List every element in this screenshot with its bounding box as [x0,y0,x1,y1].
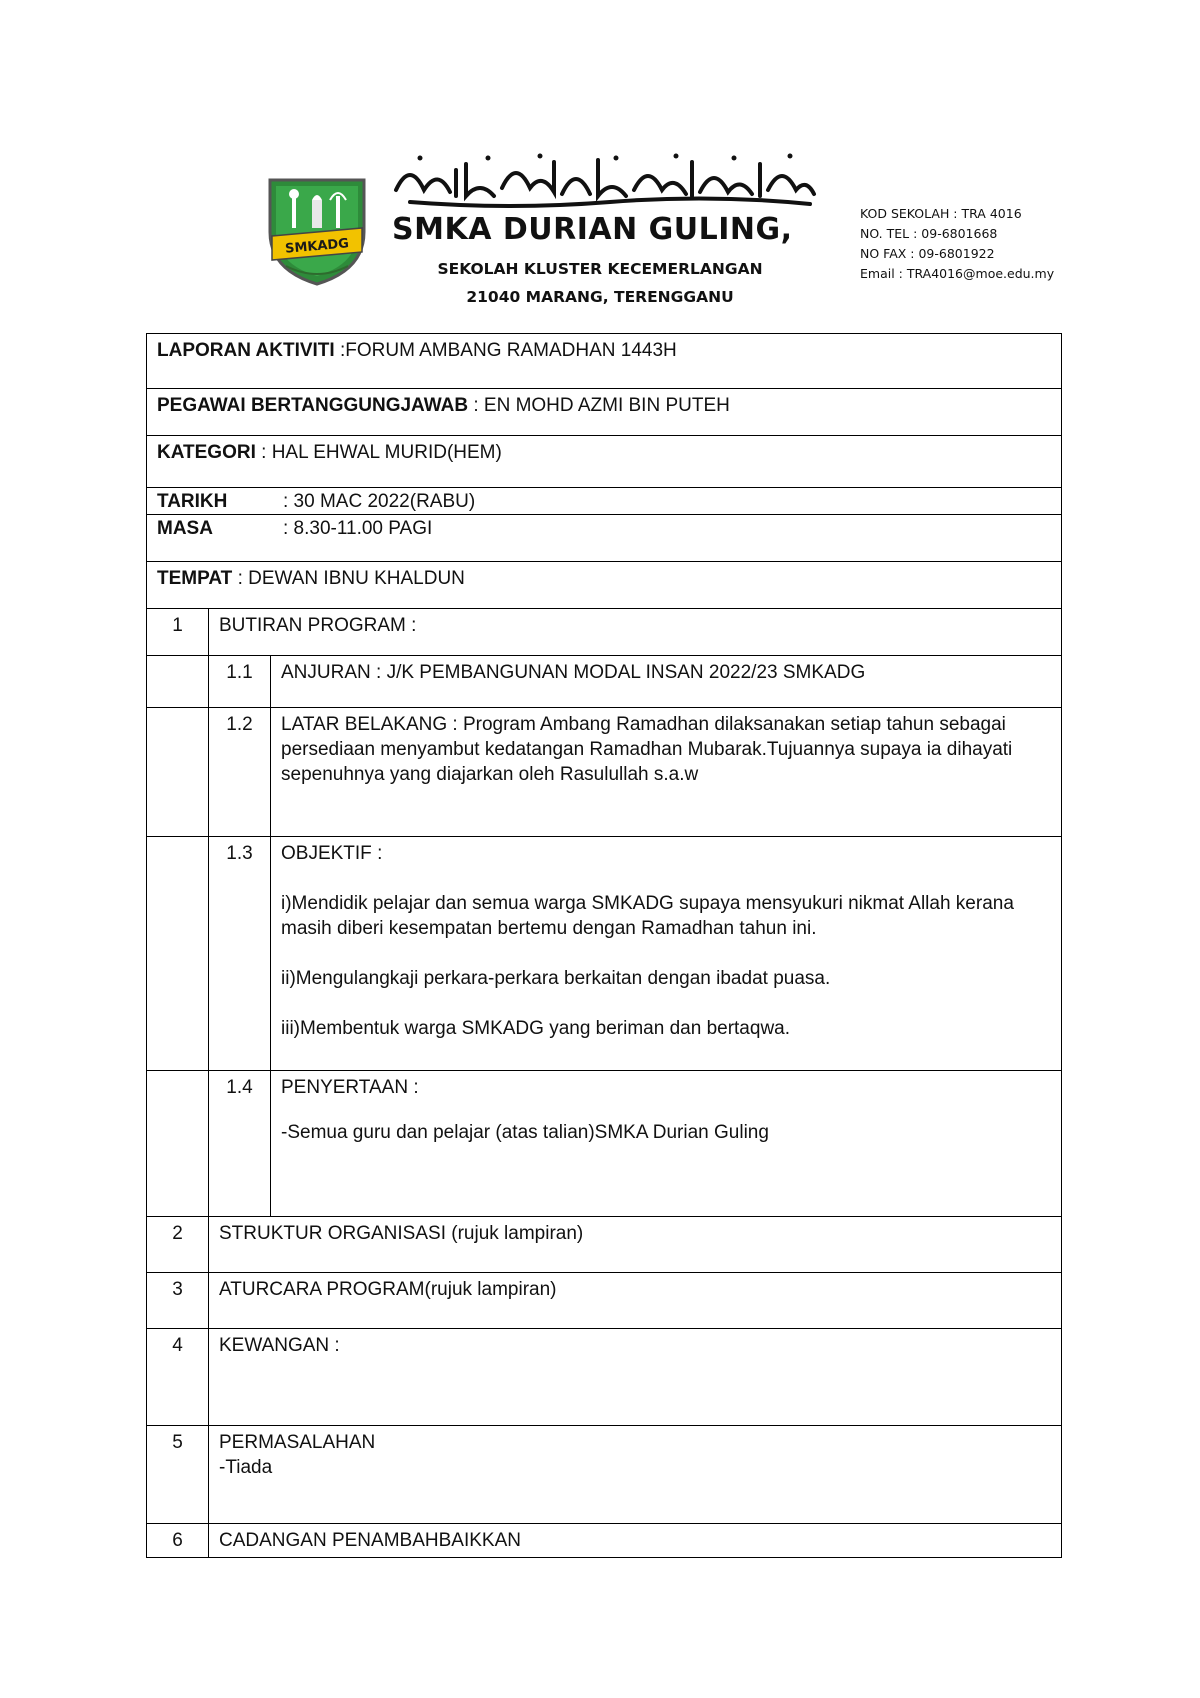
tempat-value: : DEWAN IBNU KHALDUN [232,568,465,589]
subsection-text: ANJURAN : J/K PEMBANGUNAN MODAL INSAN 2022/23 SMKADG [271,656,1062,708]
section-title: BUTIRAN PROGRAM : [209,609,1062,656]
objective-item: ii)Mengulangkaji perkara-perkara berkaitan dengan ibadat puasa. [281,968,831,989]
school-name: SMKA DURIAN GULING, [392,212,793,247]
tempat-label: TEMPAT [157,568,233,589]
pegawai-value: : EN MOHD AZMI BIN PUTEH [468,395,730,416]
section-row-6 [147,1524,1062,1558]
report-row-kategori [147,436,1062,488]
subsection-text: LATAR BELAKANG : Program Ambang Ramadhan dilaksanakan setiap tahun sebagai persediaan menyambut kedatangan Ramadhan Mubarak.Tujuannya supaya ia dihayati sepenuhnya yang diajarkan oleh Rasulullah s.a.w [271,708,1062,837]
section-row-1 [147,609,1062,656]
section-number: 1 [147,609,209,656]
kategori-value: : HAL EHWAL MURID(HEM) [255,442,502,463]
tarikh-value: : 30 MAC 2022(RABU) [283,491,476,512]
section-row-1-3 [147,837,1062,1071]
section-title: ATURCARA PROGRAM(rujuk lampiran) [209,1273,1062,1329]
section-title: KEWANGAN : [209,1329,1062,1426]
section-row-3 [147,1273,1062,1329]
section-title: STRUKTUR ORGANISASI (rujuk lampiran) [209,1217,1062,1273]
section-note: -Tiada [219,1457,273,1478]
school-address: 21040 MARANG, TERENGGANU [466,288,734,306]
section-title: PERMASALAHAN [219,1432,376,1453]
masa-value: : 8.30-11.00 PAGI [283,518,433,539]
school-code: KOD SEKOLAH : TRA 4016 [860,206,1022,221]
logo-text: SMKADG [284,236,350,257]
section-number: 5 [147,1426,209,1524]
pegawai-label: PEGAWAI BERTANGGUNGJAWAB [157,395,469,416]
subsection-number: 1.2 [209,708,271,837]
section-number: 3 [147,1273,209,1329]
subsection-number: 1.3 [209,837,271,1071]
kategori-label: KATEGORI [157,442,256,463]
section-number: 2 [147,1217,209,1273]
section-row-5 [147,1426,1062,1524]
participation-title: PENYERTAAN : [281,1077,419,1098]
activity-report-table [146,333,1062,1558]
masa-label: MASA [157,518,213,539]
section-row-1-2 [147,708,1062,837]
participation-text: -Semua guru dan pelajar (atas talian)SMKA Durian Guling [281,1122,769,1143]
objective-item: i)Mendidik pelajar dan semua warga SMKADG supaya mensyukuri nikmat Allah kerana masih diberi kesempatan bertemu dengan Ramadhan tahun ini. [281,893,1014,939]
school-crest-logo [262,170,372,288]
section-row-2 [147,1217,1062,1273]
subsection-number: 1.1 [209,656,271,708]
report-row-pegawai [147,389,1062,436]
section-number: 4 [147,1329,209,1426]
report-row-masa [147,515,1062,562]
email-address: Email : TRA4016@moe.edu.my [860,266,1055,281]
phone-number: NO. TEL : 09-6801668 [860,226,998,241]
subsection-number: 1.4 [209,1071,271,1217]
jawi-calligraphy [390,150,820,212]
report-row-tarikh [147,488,1062,515]
objective-title: OBJEKTIF : [281,843,383,864]
laporan-value: :FORUM AMBANG RAMADHAN 1443H [334,340,677,361]
report-row-tempat [147,562,1062,609]
fax-number: NO FAX : 09-6801922 [860,246,995,261]
tarikh-label: TARIKH [157,491,228,512]
objective-item: iii)Membentuk warga SMKADG yang beriman dan bertaqwa. [281,1018,791,1039]
section-number: 6 [147,1524,209,1558]
contact-block [860,204,1054,284]
letterhead [0,0,1200,320]
section-row-1-1 [147,656,1062,708]
laporan-label: LAPORAN AKTIVITI [157,340,335,361]
section-title: CADANGAN PENAMBAHBAIKKAN [209,1524,1062,1558]
report-row-laporan [147,334,1062,389]
section-row-4 [147,1329,1062,1426]
section-row-1-4 [147,1071,1062,1217]
school-subtitle: SEKOLAH KLUSTER KECEMERLANGAN [437,260,763,278]
